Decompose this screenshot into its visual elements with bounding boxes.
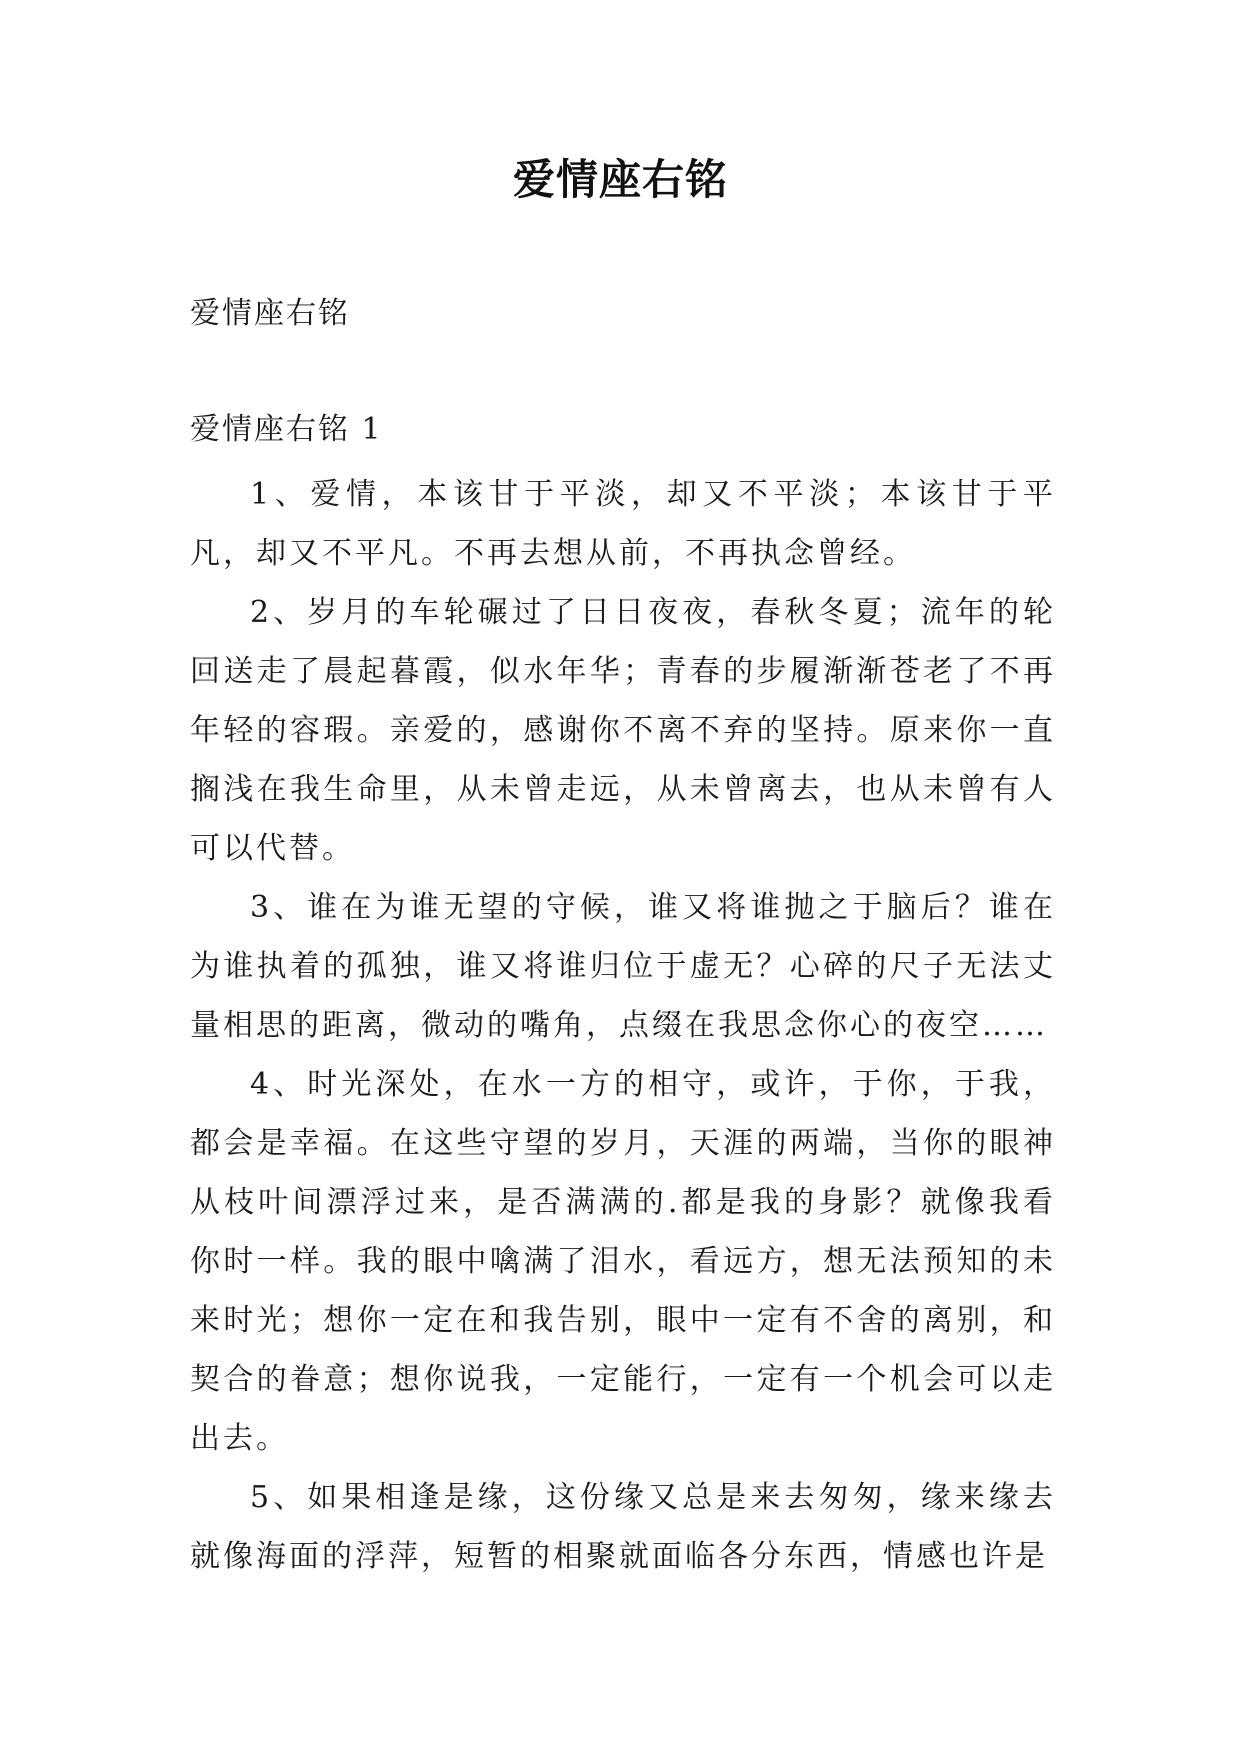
document-title: 爱情座右铭: [512, 155, 728, 204]
document-body: [190, 465, 1056, 1586]
paragraph-4: 4、时光深处，在水一方的相守，或许，于你，于我，都会是幸福。在这些守望的岁月，天涯的两端，当你的眼神从枝叶间漂浮过来，是否满满的.都是我的身影？就像我看你时一样。我的眼中噙满了泪水，看远方，想无法预知的未来时光；想你一定在和我告别，眼中一定有不舍的离别，和契合的眷意；想你说我，一定能行，一定有一个机会可以走出去。: [190, 1067, 1056, 1456]
paragraph-5: 5、如果相逢是缘，这份缘又总是来去匆匆，缘来缘去就像海面的浮萍，短暂的相聚就面临各分东西，情感也许是: [190, 1480, 1056, 1574]
paragraph-2: 2、岁月的车轮碾过了日日夜夜，春秋冬夏；流年的轮回送走了晨起暮霞，似水年华；青春的步履渐渐苍老了不再年轻的容瑕。亲爱的，感谢你不离不弃的坚持。原来你一直搁浅在我生命里，从未曾走远，从未曾离去，也从未曾有人可以代替。: [190, 595, 1056, 866]
paragraph-3: 3、谁在为谁无望的守候，谁又将谁抛之于脑后？谁在为谁执着的孤独，谁又将谁归位于虚无？心碎的尺子无法丈量相思的距离，微动的嘴角，点缀在我思念你心的夜空……: [190, 890, 1056, 1043]
document-subtitle: 爱情座右铭: [190, 296, 350, 331]
section-heading: 爱情座右铭 1: [190, 412, 383, 447]
paragraph-1: 1、爱情，本该甘于平淡，却又不平淡；本该甘于平凡，却又不平凡。不再去想从前，不再执念曾经。: [190, 477, 1056, 571]
